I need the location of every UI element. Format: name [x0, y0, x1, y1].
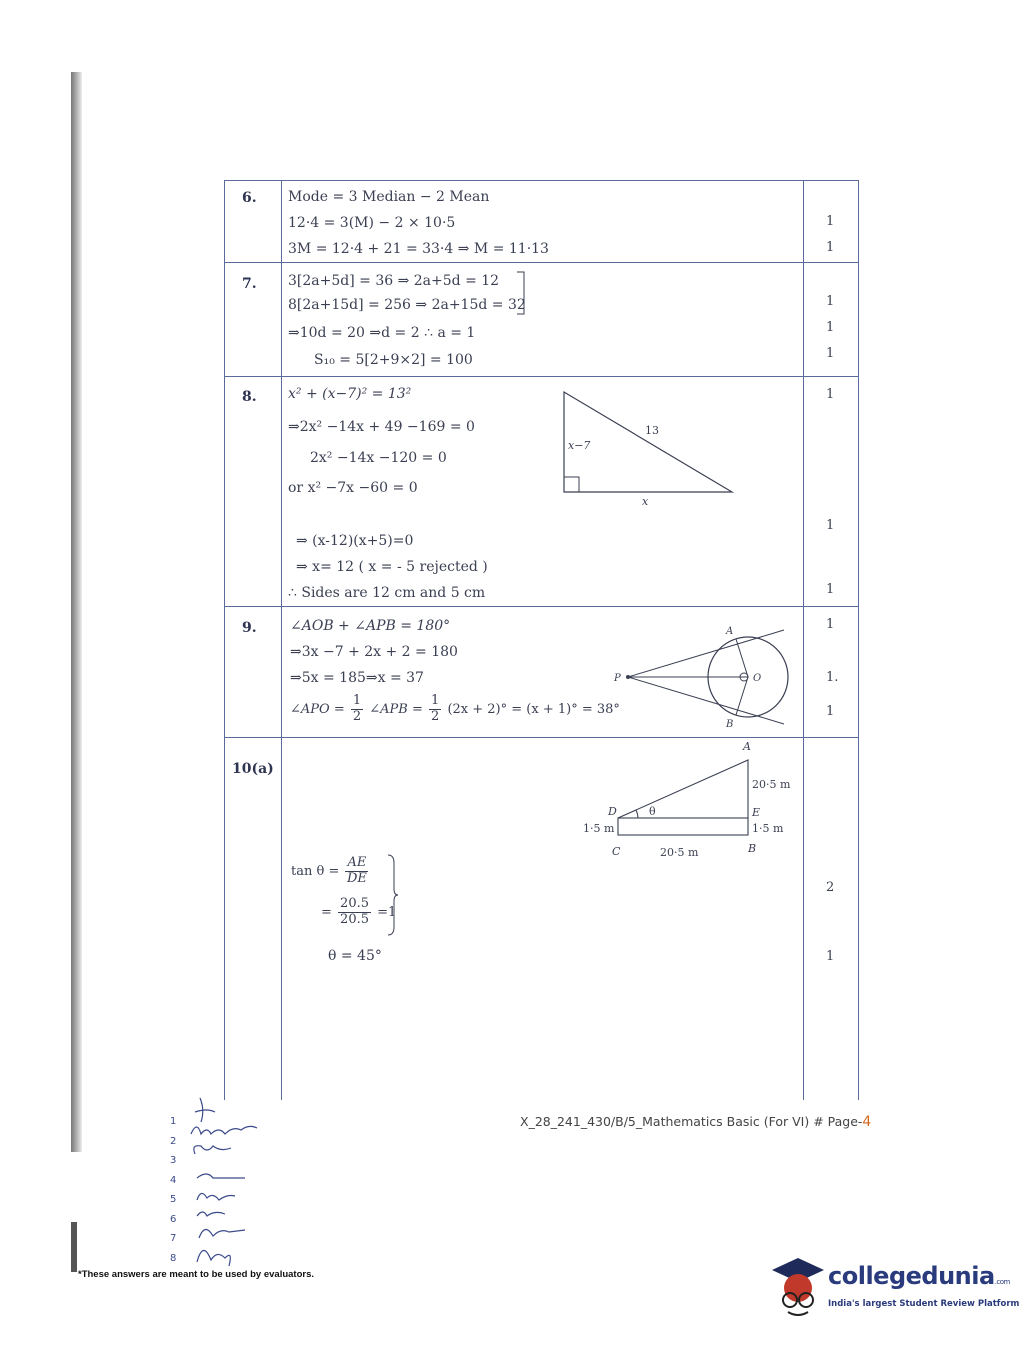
solution-line: ⇒ x= 12 ( x = - 5 rejected ): [296, 559, 488, 575]
solution-line: Mode = 3 Median − 2 Mean: [288, 189, 490, 205]
fraction-denominator: 20.5: [340, 911, 369, 927]
solution-line: 3M = 12·4 + 21 = 33·4 ⇒ M = 11·13: [288, 241, 549, 257]
apo-label: ∠APO =: [290, 701, 345, 717]
table-left-border: [224, 180, 225, 1100]
mark: 1: [826, 617, 835, 632]
fraction-denominator: 2: [352, 708, 362, 724]
label-p: P: [614, 673, 621, 684]
table-right-border: [858, 180, 859, 1100]
solution-line: ⇒ (x-12)(x+5)=0: [296, 533, 414, 549]
bracket: [515, 270, 529, 316]
solution-line: ⇒10d = 20 ⇒d = 2 ∴ a = 1: [288, 325, 476, 341]
mark: 1: [826, 582, 835, 597]
logo-tagline: India's largest Student Review Platform: [828, 1299, 1020, 1309]
triangle-ade: [618, 760, 748, 818]
question-number: 6.: [242, 190, 257, 206]
margin-number: 3: [170, 1155, 177, 1166]
solution-line: 8[2a+15d] = 256 ⇒ 2a+15d = 32: [288, 297, 526, 313]
handwritten-signatures: [185, 1090, 275, 1270]
tangent-pb: [628, 677, 784, 724]
margin-number: 4: [170, 1174, 177, 1186]
margin-numbers: [170, 1112, 176, 1268]
label-eb: 1·5 m: [752, 822, 784, 835]
solution-line: 3[2a+5d] = 36 ⇒ 2a+5d = 12: [288, 273, 500, 289]
solution-line: ∴ Sides are 12 cm and 5 cm: [288, 585, 486, 601]
margin-number: 2: [170, 1135, 177, 1147]
mark: 1.: [826, 670, 839, 685]
mark: 2: [826, 880, 835, 895]
solution-line: or x² −7x −60 = 0: [288, 480, 418, 496]
label-theta: θ: [649, 805, 656, 818]
row-divider: [224, 376, 859, 377]
fraction-denominator: 2: [431, 708, 440, 724]
label-a: A: [726, 626, 734, 637]
table-top-border: [224, 180, 859, 181]
footer-text: X_28_241_430/B/5_Mathematics Basic (For VI) # Page-: [520, 1114, 863, 1129]
mark: 1: [826, 387, 835, 402]
margin-number: 1: [170, 1116, 177, 1127]
mark: 1: [826, 240, 835, 255]
solution-line: θ = 45°: [328, 948, 382, 964]
label-a: A: [743, 740, 751, 753]
tan-label: tan θ =: [291, 863, 340, 879]
mark: 1: [826, 949, 835, 964]
mark: 1: [826, 320, 835, 335]
solution-line: ⇒3x −7 + 2x + 2 = 180: [290, 644, 458, 660]
label-b: B: [726, 719, 734, 730]
label-b: B: [748, 842, 757, 855]
tangent-circle-figure: [608, 618, 808, 733]
fraction-half: [429, 694, 441, 725]
mark: 1: [826, 214, 835, 229]
label-vertical-side: x−7: [568, 439, 591, 452]
logo-suffix: .com: [994, 1278, 1010, 1286]
question-number: 7.: [242, 276, 257, 292]
margin-number: 8: [170, 1252, 177, 1264]
fraction-numerator: 1: [352, 693, 362, 708]
rectangle-dcbe: [618, 818, 748, 835]
fraction-ae-de: [345, 856, 368, 887]
point-p: [626, 675, 630, 679]
fraction-numerator: 20.5: [340, 896, 369, 911]
label-e: E: [752, 806, 761, 819]
solution-line: S₁₀ = 5[2+9×2] = 100: [314, 352, 473, 368]
mark: 1: [826, 518, 835, 533]
label-base: x: [642, 495, 649, 508]
fraction-values: [338, 897, 371, 928]
tan-line: [291, 856, 370, 887]
question-number: 8.: [242, 389, 257, 405]
solution-line: ∠AOB + ∠APB = 180°: [290, 618, 451, 634]
evaluator-note: *These answers are meant to be used by evaluators.: [78, 1269, 315, 1280]
mark: 1: [826, 294, 835, 309]
tangent-pa: [628, 630, 784, 677]
label-cd: 1·5 m: [583, 822, 615, 835]
solution-line: 2x² −14x −120 = 0: [310, 450, 447, 466]
collegedunia-mascot-icon: [768, 1252, 826, 1322]
solution-line: ⇒2x² −14x + 49 −169 = 0: [288, 419, 475, 435]
height-distance-figure: [578, 738, 808, 863]
page-footer: [520, 1114, 871, 1130]
equals-sign: =: [321, 904, 332, 920]
margin-number: 6: [170, 1213, 177, 1225]
right-triangle-figure: [560, 388, 740, 508]
fraction-denominator: DE: [346, 870, 367, 886]
label-ae: 20·5 m: [752, 778, 791, 791]
right-angle-mark: [564, 477, 579, 492]
apo-result: (2x + 2)° = (x + 1)° = 38°: [447, 701, 620, 717]
solution-line: ⇒5x = 185⇒x = 37: [290, 670, 424, 686]
ratio-result: =1: [377, 904, 397, 920]
logo-wordmark: [828, 1262, 1010, 1290]
page-number: 4: [862, 1114, 872, 1130]
solution-line-apo: [290, 694, 620, 725]
solution-line: 12·4 = 3(M) − 2 × 10·5: [288, 215, 456, 231]
label-c: C: [612, 845, 621, 858]
fraction-half: [351, 694, 363, 725]
label-hypotenuse: 13: [645, 424, 659, 437]
mark: 1: [826, 704, 835, 719]
label-d: D: [608, 805, 617, 818]
question-number: 9.: [242, 620, 257, 636]
fraction-numerator: 1: [431, 693, 440, 708]
angle-arc: [636, 810, 638, 818]
mark: 1: [826, 346, 835, 361]
solution-line: x² + (x−7)² = 13²: [288, 386, 412, 402]
row-divider: [224, 262, 859, 263]
label-o: O: [753, 673, 762, 684]
margin-number: 7: [170, 1233, 177, 1244]
apb-label: ∠APB =: [369, 701, 423, 717]
row-divider: [224, 606, 859, 607]
fraction-numerator: AE: [347, 855, 367, 870]
margin-number: 5: [170, 1194, 177, 1205]
logo-name: collegedunia: [828, 1262, 995, 1290]
radius-oa: [736, 639, 748, 677]
brace: [386, 853, 400, 937]
label-cb: 20·5 m: [660, 846, 699, 859]
question-number: 10(a): [232, 761, 274, 777]
column-divider-1: [281, 180, 282, 1100]
radius-ob: [736, 677, 748, 715]
